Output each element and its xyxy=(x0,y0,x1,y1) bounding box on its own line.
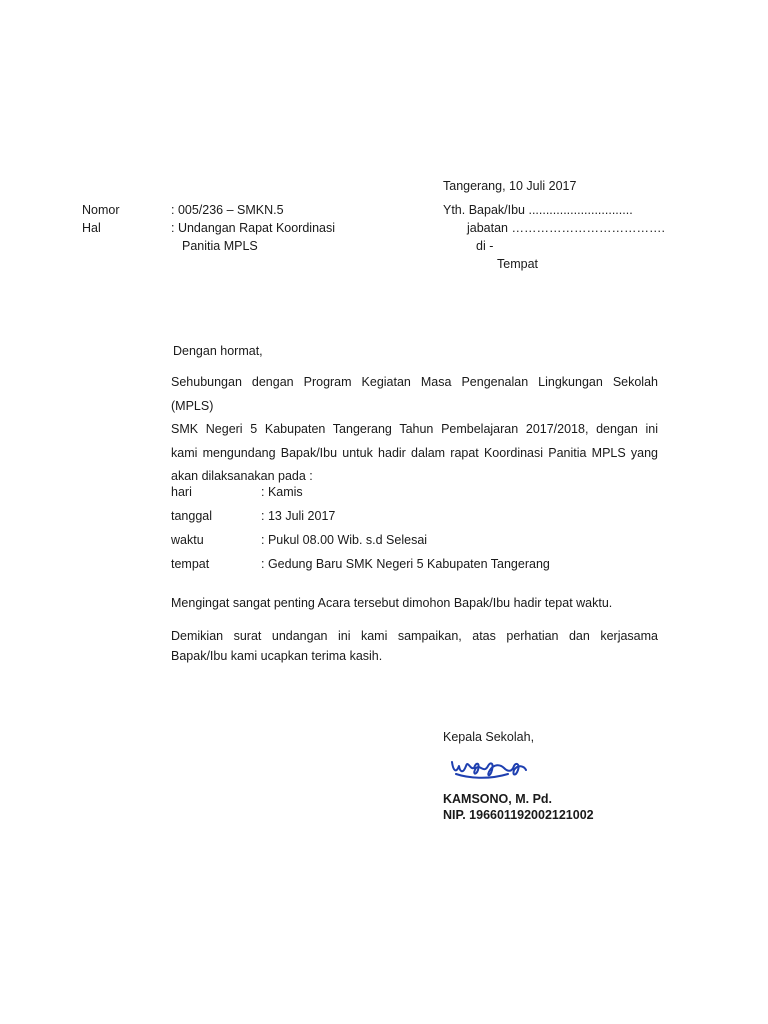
signer-name: KAMSONO, M. Pd. xyxy=(443,792,553,806)
hal-label: Hal xyxy=(82,221,101,235)
detail-label-tempat: tempat xyxy=(171,557,210,571)
recipient-line: Yth. Bapak/Ibu .............................. xyxy=(443,203,633,217)
closing-line: Demikian surat undangan ini kami sampaikan, atas perhatian dan kerjasama xyxy=(171,629,658,643)
intro-line: Sehubungan dengan Program Kegiatan Masa Pengenalan Lingkungan Sekolah (MPLS) xyxy=(171,375,658,413)
intro-line: kami mengundang Bapak/Ibu untuk hadir dalam rapat Koordinasi Panitia MPLS yang xyxy=(171,445,658,460)
detail-label-hari: hari xyxy=(171,485,192,499)
detail-value-tanggal: : 13 Juli 2017 xyxy=(261,509,336,523)
intro-paragraph xyxy=(171,371,658,489)
recipient-position: jabatan ………………………………. xyxy=(467,221,665,235)
recipient-place: Tempat xyxy=(497,257,538,271)
signature-stroke xyxy=(452,762,526,778)
reminder-text: Mengingat sangat penting Acara tersebut dimohon Bapak/Ibu hadir tepat waktu. xyxy=(171,596,613,610)
handwritten-signature xyxy=(448,752,532,784)
detail-value-waktu: : Pukul 08.00 Wib. s.d Selesai xyxy=(261,533,428,547)
signer-nip: NIP. 196601192002121002 xyxy=(443,808,594,822)
detail-label-tanggal: tanggal xyxy=(171,509,213,523)
signature-title: Kepala Sekolah, xyxy=(443,730,535,744)
intro-line: akan dilaksanakan pada : xyxy=(171,469,313,483)
hal-value: : Undangan Rapat Koordinasi xyxy=(171,221,336,235)
greeting: Dengan hormat, xyxy=(173,344,263,358)
hal-value-continued: Panitia MPLS xyxy=(182,239,258,253)
nomor-label: Nomor xyxy=(82,203,120,217)
detail-label-waktu: waktu xyxy=(171,533,204,547)
place-date: Tangerang, 10 Juli 2017 xyxy=(443,179,577,193)
intro-line: SMK Negeri 5 Kabupaten Tangerang Tahun Pembelajaran 2017/2018, dengan ini xyxy=(171,422,658,436)
closing-line: Bapak/Ibu kami ucapkan terima kasih. xyxy=(171,649,383,663)
nomor-value: : 005/236 – SMKN.5 xyxy=(171,203,284,217)
detail-value-hari: : Kamis xyxy=(261,485,303,499)
closing-paragraph xyxy=(171,626,658,666)
recipient-di: di - xyxy=(476,239,494,253)
detail-value-tempat: : Gedung Baru SMK Negeri 5 Kabupaten Tangerang xyxy=(261,557,550,571)
